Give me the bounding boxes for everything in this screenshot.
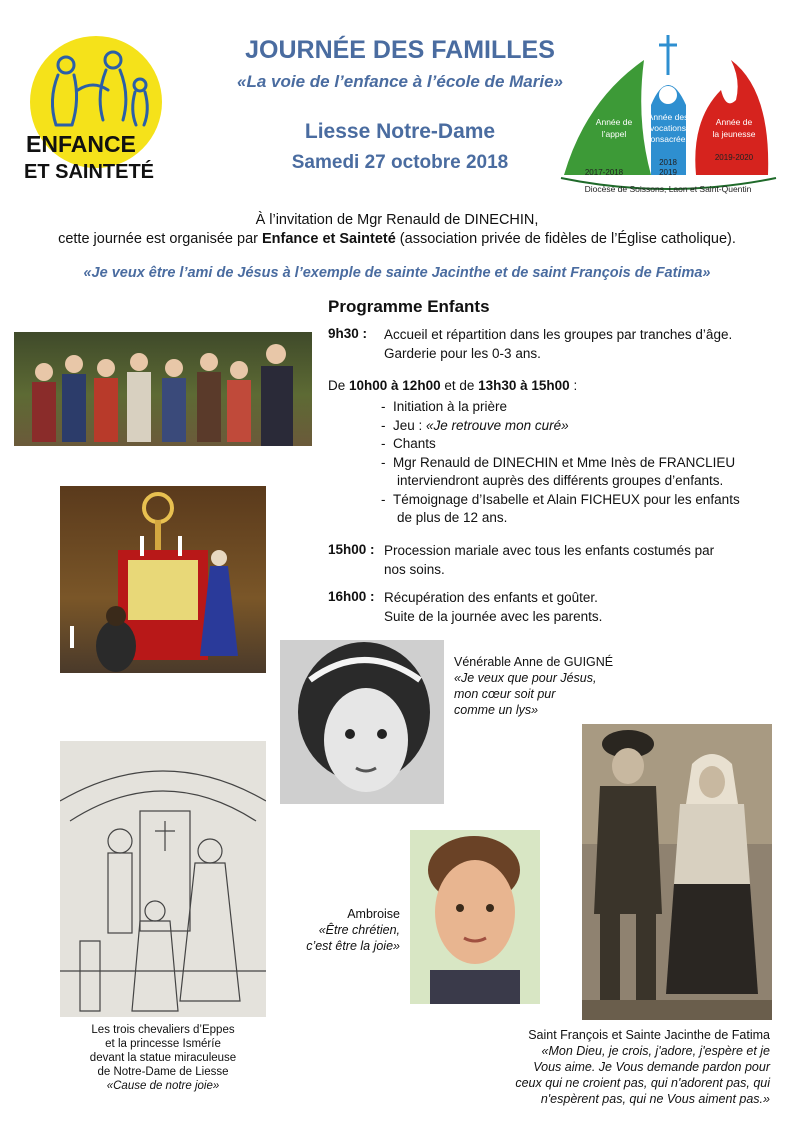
list-item: - Initiation à la prière	[381, 399, 508, 414]
time-3: 15h00 :	[328, 542, 375, 557]
panel2-l3: consacrées	[646, 134, 690, 144]
panel1-l1: Année de	[595, 117, 633, 127]
panel1-l2: l’appel	[601, 129, 627, 139]
years2b: 2019	[659, 168, 677, 177]
list-item-cont: de plus de 12 ans.	[397, 510, 508, 525]
logo-diocese	[556, 30, 781, 200]
fatima-children-photo	[582, 724, 772, 1020]
time-1-text: Accueil et répartition dans les groupes par tranches d’âge. Garderie pour les 0-3 ans.	[384, 327, 733, 361]
intro-org-name: Enfance et Sainteté	[262, 231, 396, 247]
anne-name: Vénérable Anne de GUIGNÉ	[454, 655, 614, 669]
intro-line2	[10, 231, 784, 247]
fatima-caption: Saint François et Sainte Jacinthe de Fatima «Mon Dieu, je crois, j'adore, j'espère et je Vous aime. Je Vous demande pardon pour ceux qui ne croient pas, qui n'adorent pas, qui n'espèrent pas, qui ne Vous aiment pas.»	[470, 1027, 770, 1107]
event-place: Liesse Notre-Dame	[304, 120, 496, 143]
years1: 2017-2018	[584, 168, 624, 177]
children-group-photo	[14, 332, 312, 446]
activity-list	[381, 398, 781, 528]
time-4: 16h00 :	[328, 589, 375, 604]
time-1: 9h30 :	[328, 326, 368, 341]
panel2-l2: vocations	[650, 123, 686, 133]
time-2: De 10h00 à 12h00 et de 13h30 à 15h00 :	[328, 378, 578, 393]
chevaliers-engraving	[60, 741, 266, 1017]
list-item: - Témoignage d’Isabelle et Alain FICHEUX pour les enfants	[381, 491, 740, 507]
time-3-text: Procession mariale avec tous les enfants costumés par nos soins.	[384, 543, 715, 577]
panel3-l1: Année de	[715, 117, 753, 127]
adoration-photo	[60, 486, 266, 673]
logo-enfance-saintete	[18, 30, 168, 190]
diocese-name: Diocèse de Soissons, Laon et Saint-Quentin	[584, 184, 752, 194]
panel3-l2: la jeunesse	[712, 129, 756, 139]
list-item: - Mgr Renauld de DINECHIN et Mme Inès de FRANCLIEU	[381, 454, 736, 470]
ambroise-name: Ambroise	[347, 907, 400, 921]
anne-de-guigne-photo	[280, 640, 444, 804]
time-4-text: Récupération des enfants et goûter. Suite de la journée avec les parents.	[384, 590, 603, 624]
list-item: - Jeu : «Je retrouve mon curé»	[381, 417, 569, 433]
page-subtitle: «La voie de l’enfance à l’école de Marie»	[237, 72, 563, 91]
panel2-l1: Année des	[647, 112, 689, 122]
intro-line1: À l’invitation de Mgr Renauld de DINECHIN,	[255, 212, 539, 228]
logo-line1: ENFANCE	[26, 131, 136, 157]
chevaliers-caption: Les trois chevaliers d’Eppes et la princesse Isméríe devant la statue miraculeuse de Notre-Dame de Liesse «Cause de notre joie»	[89, 1024, 237, 1092]
years3: 2019-2020	[714, 153, 754, 162]
page-title: JOURNÉE DES FAMILLES	[245, 36, 555, 64]
logo-line2: ET SAINTETÉ	[24, 161, 155, 183]
programme-title: Programme Enfants	[328, 297, 490, 316]
event-date: Samedi 27 octobre 2018	[291, 152, 509, 173]
fatima-name: Saint François et Sainte Jacinthe de Fatima	[528, 1028, 770, 1042]
intro-line2-pre: cette journée est organisée par	[58, 231, 263, 247]
ambroise-photo	[410, 830, 540, 1004]
list-item: - Chants	[381, 436, 436, 451]
main-quote: «Je veux être l’ami de Jésus à l’exemple de sainte Jacinthe et de saint François de Fatima»	[83, 265, 711, 281]
years2a: 2018	[659, 158, 677, 167]
anne-caption: Vénérable Anne de GUIGNÉ «Je veux que pour Jésus, mon cœur soit pur comme un lys»	[454, 654, 654, 718]
list-item-cont: interviendront auprès des différents groupes d’enfants.	[397, 473, 724, 488]
ambroise-caption: Ambroise «Être chrétien, c’est être la joie»	[270, 906, 400, 954]
intro-line2-post: (association privée de fidèles de l’Église catholique).	[395, 231, 736, 247]
